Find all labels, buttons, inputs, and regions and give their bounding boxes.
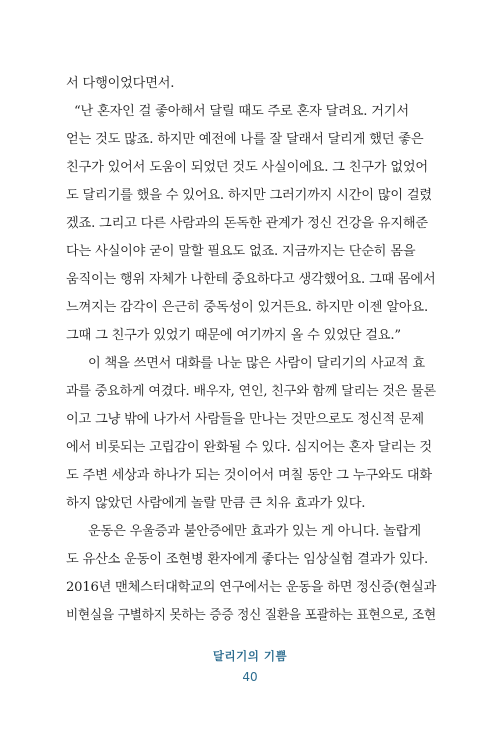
text-line: 도 달리기를 했을 수 있어요. 하지만 그러기까지 시간이 많이 걸렸 xyxy=(66,188,432,203)
text-line: 그때 그 친구가 있었기 때문에 여기까지 올 수 있었단 걸요.” xyxy=(66,328,401,343)
text-line: 느껴지는 감각이 은근히 중독성이 있거든요. 하지만 이젠 알아요. xyxy=(66,300,428,315)
text-line: 과를 중요하게 여겼다. 배우자, 연인, 친구와 함께 달리는 것은 물론 xyxy=(66,384,436,399)
text-line: 친구가 있어서 도움이 되었던 것도 사실이에요. 그 친구가 없었어 xyxy=(66,160,428,175)
text-line: 도 유산소 운동이 조현병 환자에게 좋다는 임상실험 결과가 있다. xyxy=(66,552,428,567)
text-line: 이고 그냥 밖에 나가서 사람들을 만나는 것만으로도 정신적 문제 xyxy=(66,412,424,427)
text-line: 다는 사실이야 굳이 말할 필요도 없죠. 지금까지는 단순히 몸을 xyxy=(66,244,416,259)
text-line: 하지 않았던 사람에게 놀랄 만큼 큰 치유 효과가 있다. xyxy=(66,496,366,511)
running-title: 달리기의 기쁨 xyxy=(212,649,288,663)
text-line: 2016년 맨체스터대학교의 연구에서는 운동을 하면 정신증(현실과 xyxy=(66,580,437,595)
page-number: 40 xyxy=(242,670,258,684)
text-line: “난 혼자인 걸 좋아해서 달릴 때도 주로 혼자 달려요. 거기서 xyxy=(74,104,409,119)
text-line: 움직이는 행위 자체가 나한테 중요하다고 생각했어요. 그때 몸에서 xyxy=(66,272,436,287)
text-line: 운동은 우울증과 불안증에만 효과가 있는 게 아니다. 놀랍게 xyxy=(88,524,421,539)
text-line: 도 주변 세상과 하나가 되는 것이어서 며칠 동안 그 누구와도 대화 xyxy=(66,468,432,483)
text-line: 얻는 것도 많죠. 하지만 예전에 나를 잘 달래서 달리게 했던 좋은 xyxy=(66,132,424,147)
text-line: 이 책을 쓰면서 대화를 나눈 많은 사람이 달리기의 사교적 효 xyxy=(88,356,425,371)
text-line: 서 다행이었다면서. xyxy=(66,76,175,91)
text-line: 겠죠. 그리고 다른 사람과의 돈독한 관계가 정신 건강을 유지해준 xyxy=(66,216,428,231)
text-line: 에서 비롯되는 고립감이 완화될 수 있다. 심지어는 혼자 달리는 것 xyxy=(66,440,432,455)
text-line: 비현실을 구별하지 못하는 증증 정신 질환을 포괄하는 표현으로, 조현 xyxy=(66,608,437,623)
